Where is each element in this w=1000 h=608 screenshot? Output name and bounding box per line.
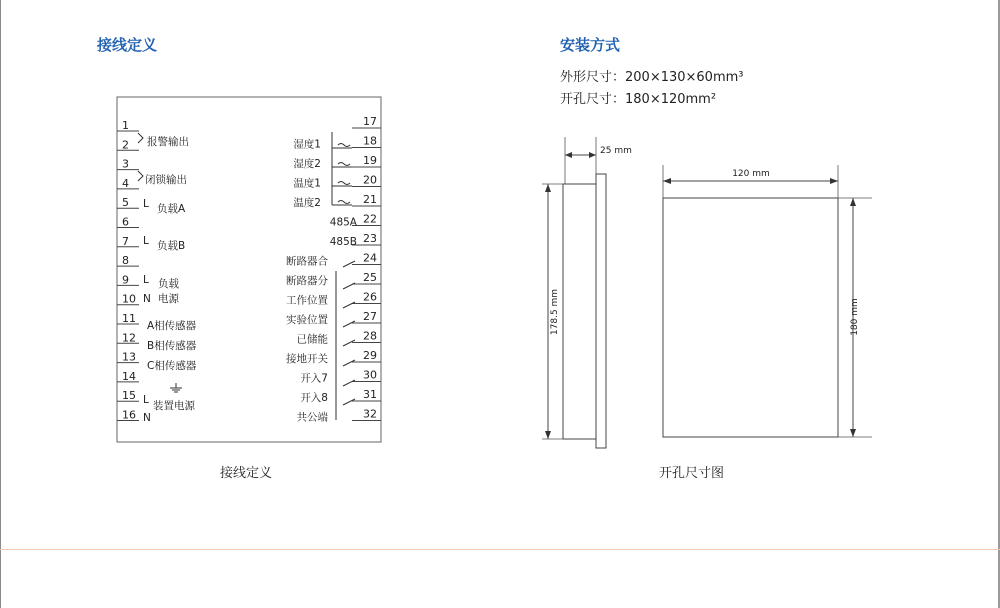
right-terminal-label: 接地开关 xyxy=(286,353,328,365)
outer-dimensions-spec: 外形尺寸：200×130×60mm³ xyxy=(560,70,744,85)
wiring-section-title: 接线定义 xyxy=(97,36,158,54)
right-terminal-label: 开入8 xyxy=(300,392,328,404)
left-terminal-number: 16 xyxy=(122,408,136,422)
left-terminal-number: 8 xyxy=(122,254,129,268)
alarm-output-label: 报警输出 xyxy=(147,136,189,148)
right-terminal-number: 19 xyxy=(363,154,377,167)
right-terminal-label: 温度1 xyxy=(293,177,321,190)
right-terminal-label: 断路器分 xyxy=(286,275,328,287)
height-arrow-top xyxy=(850,198,856,206)
load-a-label: 负载A xyxy=(157,203,186,215)
right-terminal-number: 25 xyxy=(363,271,377,284)
right-terminal-label: 温度2 xyxy=(293,197,321,209)
left-terminal-number: 12 xyxy=(122,331,136,345)
right-terminal-label: 断路器合 xyxy=(286,255,328,268)
left-terminal-number: 15 xyxy=(122,389,136,403)
left-terminal-number: 2 xyxy=(122,138,129,152)
right-terminal-label: 485A xyxy=(329,216,357,229)
ground-switch-contact xyxy=(343,360,355,366)
lock-contact-symbol xyxy=(138,171,143,181)
wiring-diagram-caption: 接线定义 xyxy=(220,466,273,481)
left-terminal-number: 11 xyxy=(122,312,136,325)
cutout-view-drawing xyxy=(663,165,872,437)
right-terminal-number: 32 xyxy=(363,407,377,421)
right-terminal-label: 湿度1 xyxy=(293,138,321,151)
depth-arrow-left xyxy=(565,152,572,158)
load-b-label: 负载B xyxy=(157,240,186,252)
right-wiring-marks xyxy=(329,132,357,420)
side-height-arrow-top xyxy=(545,184,551,192)
sensor-b-label: B相传感器 xyxy=(147,340,197,352)
breaker-open-switch xyxy=(343,283,355,289)
right-terminal-number: 31 xyxy=(363,388,377,401)
right-terminal-number: 27 xyxy=(363,310,377,323)
input8-switch xyxy=(343,399,355,405)
left-terminal-number: 10 xyxy=(122,292,136,306)
depth-dim-label: 25 mm xyxy=(600,146,632,156)
left-terminal-number: 3 xyxy=(122,157,129,171)
cutout-diagram-caption: 开孔尺寸图 xyxy=(659,466,725,481)
device-power-l-marker: L xyxy=(143,394,149,406)
right-terminal-label: 工作位置 xyxy=(286,294,328,307)
device-power-n-marker: N xyxy=(143,412,151,424)
left-terminal-number: 9 xyxy=(122,273,129,287)
right-terminal-number: 23 xyxy=(363,232,377,245)
right-terminal-number: 17 xyxy=(363,115,377,128)
left-terminal-number: 4 xyxy=(122,176,129,190)
side-height-dim-label: 178.5 mm xyxy=(550,288,560,336)
load-power-n-marker: N xyxy=(143,293,151,305)
right-terminal-number: 24 xyxy=(363,251,377,265)
cutout-dimensions-spec: 开孔尺寸：180×120mm² xyxy=(560,92,717,107)
side-height-arrow-bottom xyxy=(545,431,551,439)
left-wiring-marks xyxy=(138,133,182,392)
right-terminal-label: 开入7 xyxy=(300,372,328,385)
right-terminal-number: 18 xyxy=(363,134,377,148)
height-arrow-bottom xyxy=(850,429,856,437)
humidity2-sensor-symbol xyxy=(338,163,350,166)
device-power-label: 装置电源 xyxy=(153,400,195,412)
right-terminal-label: 共公端 xyxy=(296,411,328,424)
width-dim-label: 120 mm xyxy=(732,169,770,179)
load-power-l-marker: L xyxy=(143,274,149,286)
right-terminal-number: 28 xyxy=(363,329,377,343)
side-view-bezel xyxy=(596,174,606,448)
work-position-switch xyxy=(343,302,355,308)
right-terminal-block xyxy=(286,115,381,424)
input7-switch xyxy=(343,380,355,386)
sensor-a-label: A相传感器 xyxy=(147,320,197,332)
left-terminal-number: 14 xyxy=(122,369,136,383)
left-terminal-block xyxy=(117,119,139,422)
right-terminal-number: 22 xyxy=(363,212,377,226)
left-terminal-number: 5 xyxy=(122,196,129,210)
sensor-c-label: C相传感器 xyxy=(147,360,197,372)
humidity1-sensor-symbol xyxy=(338,144,350,147)
right-terminal-label: 485B xyxy=(329,236,357,248)
load-a-l-marker: L xyxy=(143,198,149,210)
left-terminal-number: 13 xyxy=(122,350,136,364)
wiring-diagram-frame xyxy=(117,97,381,442)
left-terminal-number: 7 xyxy=(122,234,129,248)
load-power-label-line2: 电源 xyxy=(158,293,179,305)
temp1-sensor-symbol xyxy=(338,182,350,185)
install-section-title: 安装方式 xyxy=(560,36,621,54)
cutout-rectangle xyxy=(663,198,838,437)
right-terminal-number: 26 xyxy=(363,290,377,304)
depth-arrow-right xyxy=(589,152,596,158)
left-terminal-number: 1 xyxy=(122,119,129,132)
temp2-sensor-symbol xyxy=(338,201,350,204)
side-view-drawing xyxy=(542,137,632,448)
right-terminal-label: 实验位置 xyxy=(286,314,328,326)
right-terminal-number: 21 xyxy=(363,193,377,206)
load-power-label-line1: 负载 xyxy=(158,278,179,290)
height-dim-label: 180 mm xyxy=(850,298,860,336)
right-terminal-number: 29 xyxy=(363,349,377,362)
right-terminal-label: 已储能 xyxy=(296,333,328,346)
right-terminal-label: 湿度2 xyxy=(293,158,321,170)
side-view-body xyxy=(563,184,596,439)
right-terminal-number: 30 xyxy=(363,368,377,382)
width-arrow-right xyxy=(830,178,838,184)
alarm-contact-symbol xyxy=(138,133,143,143)
right-terminal-number: 20 xyxy=(363,173,377,187)
left-terminal-number: 6 xyxy=(122,215,129,229)
width-arrow-left xyxy=(663,178,671,184)
lock-output-label: 闭锁输出 xyxy=(145,174,187,186)
left-group-labels xyxy=(143,135,197,424)
test-position-switch xyxy=(343,321,355,327)
load-b-l-marker: L xyxy=(143,235,149,247)
